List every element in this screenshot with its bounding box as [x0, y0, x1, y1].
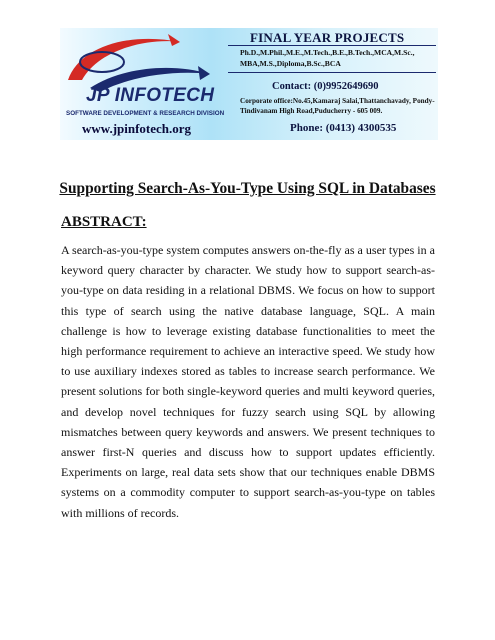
degree-list: Ph.D.,M.Phil.,M.E.,M.Tech.,B.E.,B.Tech.,MCA,M.Sc., MBA,M.S.,Diploma,B.Sc.,BCA — [240, 48, 415, 68]
divider — [228, 72, 436, 73]
logo-wordmark: JP INFOTECH — [86, 85, 215, 106]
website-link[interactable]: www.jpinfotech.org — [82, 121, 192, 136]
division-tagline: SOFTWARE DEVELOPMENT & RESEARCH DIVISION — [66, 110, 225, 117]
abstract-paragraph: A search-as-you-type system computes answers on-the-fly as a user types in a keyword query character by character. We study how to support search-as-you-type on data residing in a relational DBMS. We focus on how to support this type of search using the native database language, SQL. A main challenge is how to leverage existing database functionalities to meet the high performance requirement to achieve an interactive speed. We study how to use auxiliary indexes stored as tables to increase search performance. We present solutions for both single-keyword queries and multi keyword queries, and develop novel techniques for fuzzy search using SQL by allowing mismatches between query keywords and answers. We present techniques to answer first-N queries and discuss how to support updates efficiently. Experiments on large, real data sets show that our techniques enable DBMS systems on a commodity computer to support search-as-you-type on tables with millions of records. — [61, 243, 435, 520]
section-heading: ABSTRACT: — [61, 214, 147, 230]
phone-number: Phone: (0413) 4300535 — [290, 122, 397, 134]
divider — [228, 45, 436, 46]
banner-header: FINAL YEAR PROJECTS — [250, 30, 405, 45]
header-banner — [60, 28, 438, 140]
office-address: Corporate office:No.45,Kamaraj Salai,Thattanchavady, Pondy-Tindivanam High Road,Puducherry - 605 009. — [240, 97, 435, 115]
contact-number: Contact: (0)9952649690 — [272, 81, 379, 92]
document-title: Supporting Search-As-You-Type Using SQL in Databases — [59, 180, 436, 197]
